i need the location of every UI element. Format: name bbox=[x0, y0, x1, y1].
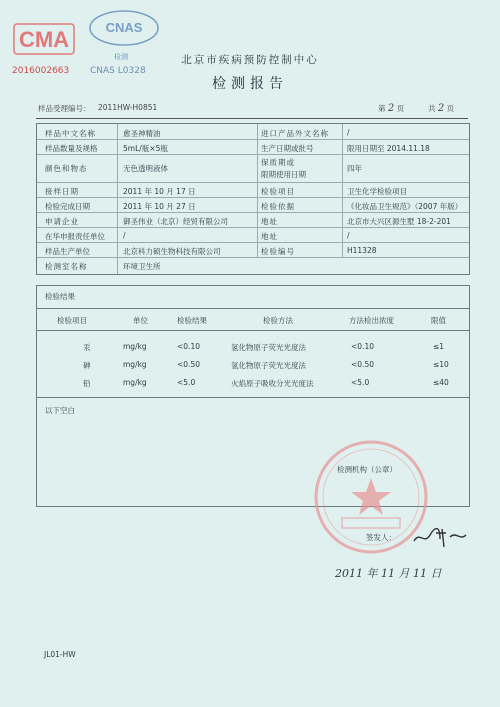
basis: 《化妆品卫生规范》（2007 年版） bbox=[347, 202, 463, 211]
color: 无色透明液体 bbox=[123, 164, 168, 173]
foreign-name: / bbox=[347, 128, 350, 137]
done: 2011 年 10 月 27 日 bbox=[123, 202, 196, 211]
cnas-code: CNAS L0328 bbox=[90, 66, 146, 76]
cma-number: 2016002663 bbox=[12, 66, 70, 76]
cn-name: 愈圣神精油 bbox=[123, 129, 161, 138]
blank-note: 以下空白 bbox=[45, 406, 75, 415]
color-label: 颜色和物态 bbox=[45, 164, 88, 173]
resp: / bbox=[123, 231, 126, 240]
total-label: 共 2 页 bbox=[428, 103, 455, 114]
cnas-sub: 检测 bbox=[114, 53, 128, 61]
addr2: / bbox=[347, 231, 350, 240]
applicant: 御圣伟业（北京）经贸有限公司 bbox=[123, 217, 228, 226]
signer-label: 签发人： bbox=[366, 533, 396, 542]
prod-date-label: 生产日期或批号 bbox=[261, 144, 314, 153]
foreign-name-label: 进口产品外文名称 bbox=[261, 129, 329, 138]
col-method: 检验方法 bbox=[263, 316, 293, 325]
lab: 环境卫生所 bbox=[123, 262, 161, 271]
addr2-label: 地址 bbox=[261, 232, 278, 241]
sample-no: 2011HW-H0851 bbox=[98, 103, 158, 112]
addr-label: 地址 bbox=[261, 217, 278, 226]
col-result: 检验结果 bbox=[177, 316, 207, 325]
maker-label: 样品生产单位 bbox=[45, 247, 90, 256]
sign-date: 2011 年 11 月 11 日 bbox=[335, 567, 442, 580]
shelf: 四年 bbox=[347, 164, 362, 173]
addr: 北京市大兴区源生墅 18-2-201 bbox=[347, 217, 451, 226]
info-table bbox=[36, 123, 470, 275]
header-rule bbox=[36, 118, 468, 119]
basis-label: 检验依据 bbox=[261, 202, 295, 211]
col-item: 检验项目 bbox=[57, 316, 87, 325]
cn-name-label: 样品中文名称 bbox=[45, 129, 96, 138]
lab-label: 检测室名称 bbox=[45, 262, 88, 271]
qty: 5mL/瓶×5瓶 bbox=[123, 144, 168, 153]
cnas-logo-icon bbox=[88, 8, 160, 48]
institution-name: 北京市疾病预防控制中心 bbox=[181, 54, 319, 66]
recv: 2011 年 10 月 17 日 bbox=[123, 187, 196, 196]
test-no-label: 检验编号 bbox=[261, 247, 295, 256]
svg-text:CNAS: CNAS bbox=[105, 20, 143, 35]
done-label: 检验完成日期 bbox=[45, 202, 90, 211]
recv-label: 接样日期 bbox=[45, 187, 79, 196]
col-unit: 单位 bbox=[133, 316, 148, 325]
prod-date: 限用日期至 2014.11.18 bbox=[347, 144, 430, 153]
org-label: 检测机构（公章） bbox=[337, 465, 397, 474]
test-no: H11328 bbox=[347, 246, 377, 255]
item: 卫生化学检验项目 bbox=[347, 187, 407, 196]
signature-icon bbox=[410, 523, 470, 553]
results-label: 检验结果 bbox=[45, 292, 75, 301]
applicant-label: 申请企业 bbox=[45, 217, 79, 226]
results-section: 检验结果 检验项目 单位 检验结果 检验方法 方法检出浓度 限值 汞 mg/kg <0.10 氢化物原子荧光光度法 <0.10 ≤1 砷 mg/kg <0.50 氢化物原子荧光光度法 <0.50 ≤10 铅 mg/kg <5.0 火焰原子吸收分光光度法 <5.0 ≤40 以下空白 检测机构（公章） bbox=[36, 285, 470, 507]
page-label: 第 2 页 bbox=[378, 103, 405, 114]
shelf-label-1: 保质期或 bbox=[261, 158, 295, 167]
report-title: 检测报告 bbox=[212, 76, 288, 92]
col-limit: 限值 bbox=[431, 316, 446, 325]
maker: 北京科力硕生物科技有限公司 bbox=[123, 247, 221, 256]
form-code: JL01-HW bbox=[44, 650, 76, 659]
shelf-label-2: 限期使用日期 bbox=[261, 170, 306, 179]
sample-no-label: 样品受理编号： bbox=[38, 104, 91, 113]
resp-label: 在华申报责任单位 bbox=[45, 232, 105, 241]
col-detect: 方法检出浓度 bbox=[349, 316, 394, 325]
item-label: 检验项目 bbox=[261, 187, 295, 196]
svg-text:CMA: CMA bbox=[18, 27, 70, 52]
qty-label: 样品数量及规格 bbox=[45, 144, 98, 153]
